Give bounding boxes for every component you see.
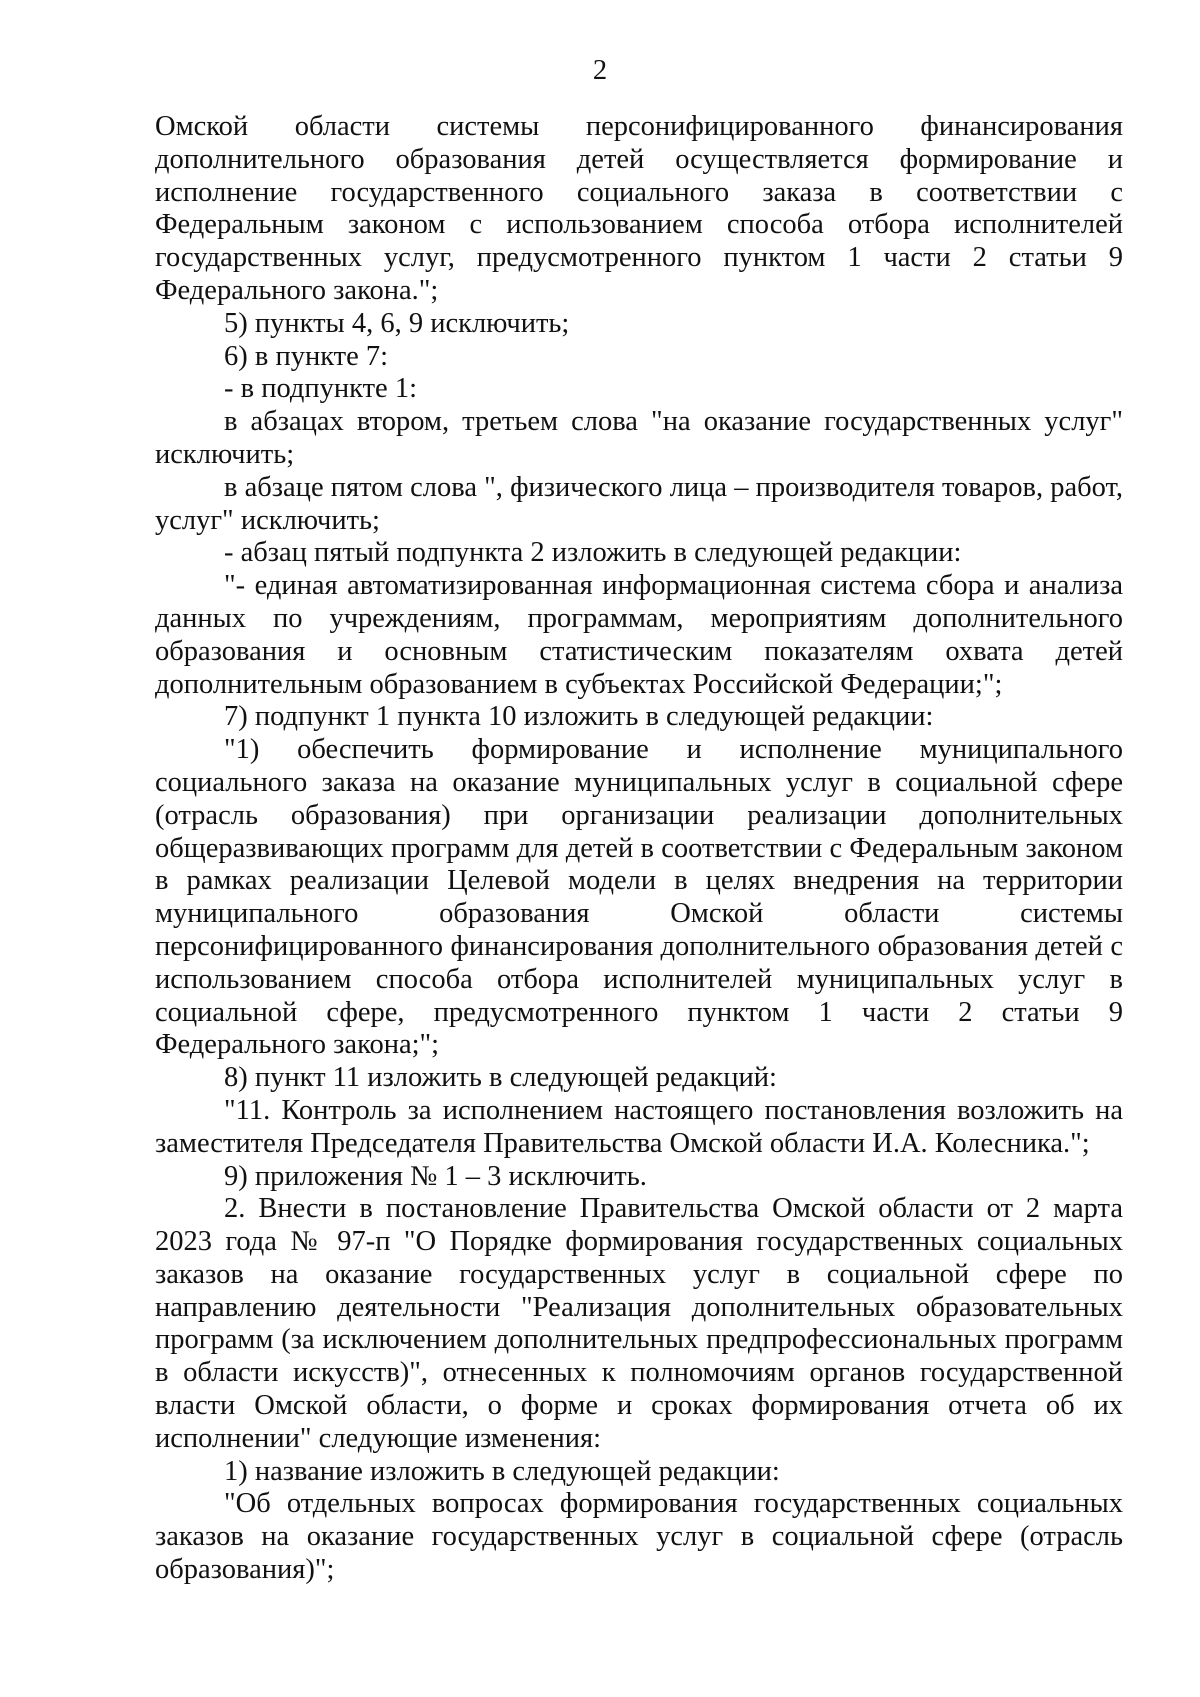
paragraph: "- единая автоматизированная информационная система сбора и анализа данных по учреждениям, программам, мероприятиям дополнительного образования и основным статистическим показателям охвата детей дополнительным образованием в субъектах Российской Федерации;";: [155, 570, 1123, 700]
paragraph: - в подпункте 1:: [224, 373, 418, 405]
paragraph: 2. Внести в постановление Правительства Омской области от 2 марта 2023 года № 97-п "О Порядке формирования государственных социальных заказов на оказание государственных услуг в социальной сфере по направлению деятельности "Реализация дополнительных образовательных программ (за исключением дополнительных предпрофессиональных программ в области искусств)", отнесенных к полномочиям органов государственной власти Омской области, о форме и сроках формирования отчета об их исполнении" следующие изменения:: [155, 1193, 1123, 1454]
paragraph: "1) обеспечить формирование и исполнение муниципального социального заказа на оказание муниципальных услуг в социальной сфере (отрасль образования) при организации реализации дополнительных общеразвивающих программ для детей в соответствии с Федеральным законом в рамках реализации Целевой модели в целях внедрения на территории муниципального образования Омской области системы персонифицированного финансирования дополнительного образования детей с использованием способа отбора исполнителей муниципальных услуг в социальной сфере, предусмотренного пунктом 1 части 2 статьи 9 Федерального закона;";: [155, 734, 1123, 1061]
paragraph: в абзаце пятом слова ", физического лица – производителя товаров, работ, услуг" исключить;: [155, 471, 1123, 536]
paragraph: 5) пункты 4, 6, 9 исключить;: [224, 307, 570, 339]
page-number: 2: [592, 55, 608, 86]
paragraph: "Об отдельных вопросах формирования государственных социальных заказов на оказание государственных услуг в социальной сфере (отрасль образования)";: [155, 1488, 1123, 1586]
paragraph: Омской области системы персонифицированного финансирования дополнительного образования детей осуществляется формирование и исполнение государственного социального заказа в соответствии с Федеральным законом с использованием способа отбора исполнителей государственных услуг, предусмотренного пунктом 1 части 2 статьи 9 Федерального закона.";: [155, 111, 1123, 306]
paragraph: "11. Контроль за исполнением настоящего постановления возложить на заместителя Председателя Правительства Омской области И.А. Колесника.";: [155, 1094, 1123, 1159]
paragraph: 7) подпункт 1 пункта 10 изложить в следующей редакции:: [224, 701, 934, 733]
paragraph: - абзац пятый подпункта 2 изложить в следующей редакции:: [224, 537, 962, 569]
paragraph: 9) приложения № 1 – 3 исключить.: [224, 1160, 647, 1192]
document-body: [155, 111, 1123, 1587]
paragraph: в абзацах втором, третьем слова "на оказание государственных услуг" исключить;: [155, 406, 1123, 470]
paragraph: 1) название изложить в следующей редакции:: [224, 1455, 780, 1487]
paragraph: 6) в пункте 7:: [224, 340, 389, 372]
paragraph: 8) пункт 11 изложить в следующей редакций:: [224, 1062, 777, 1094]
